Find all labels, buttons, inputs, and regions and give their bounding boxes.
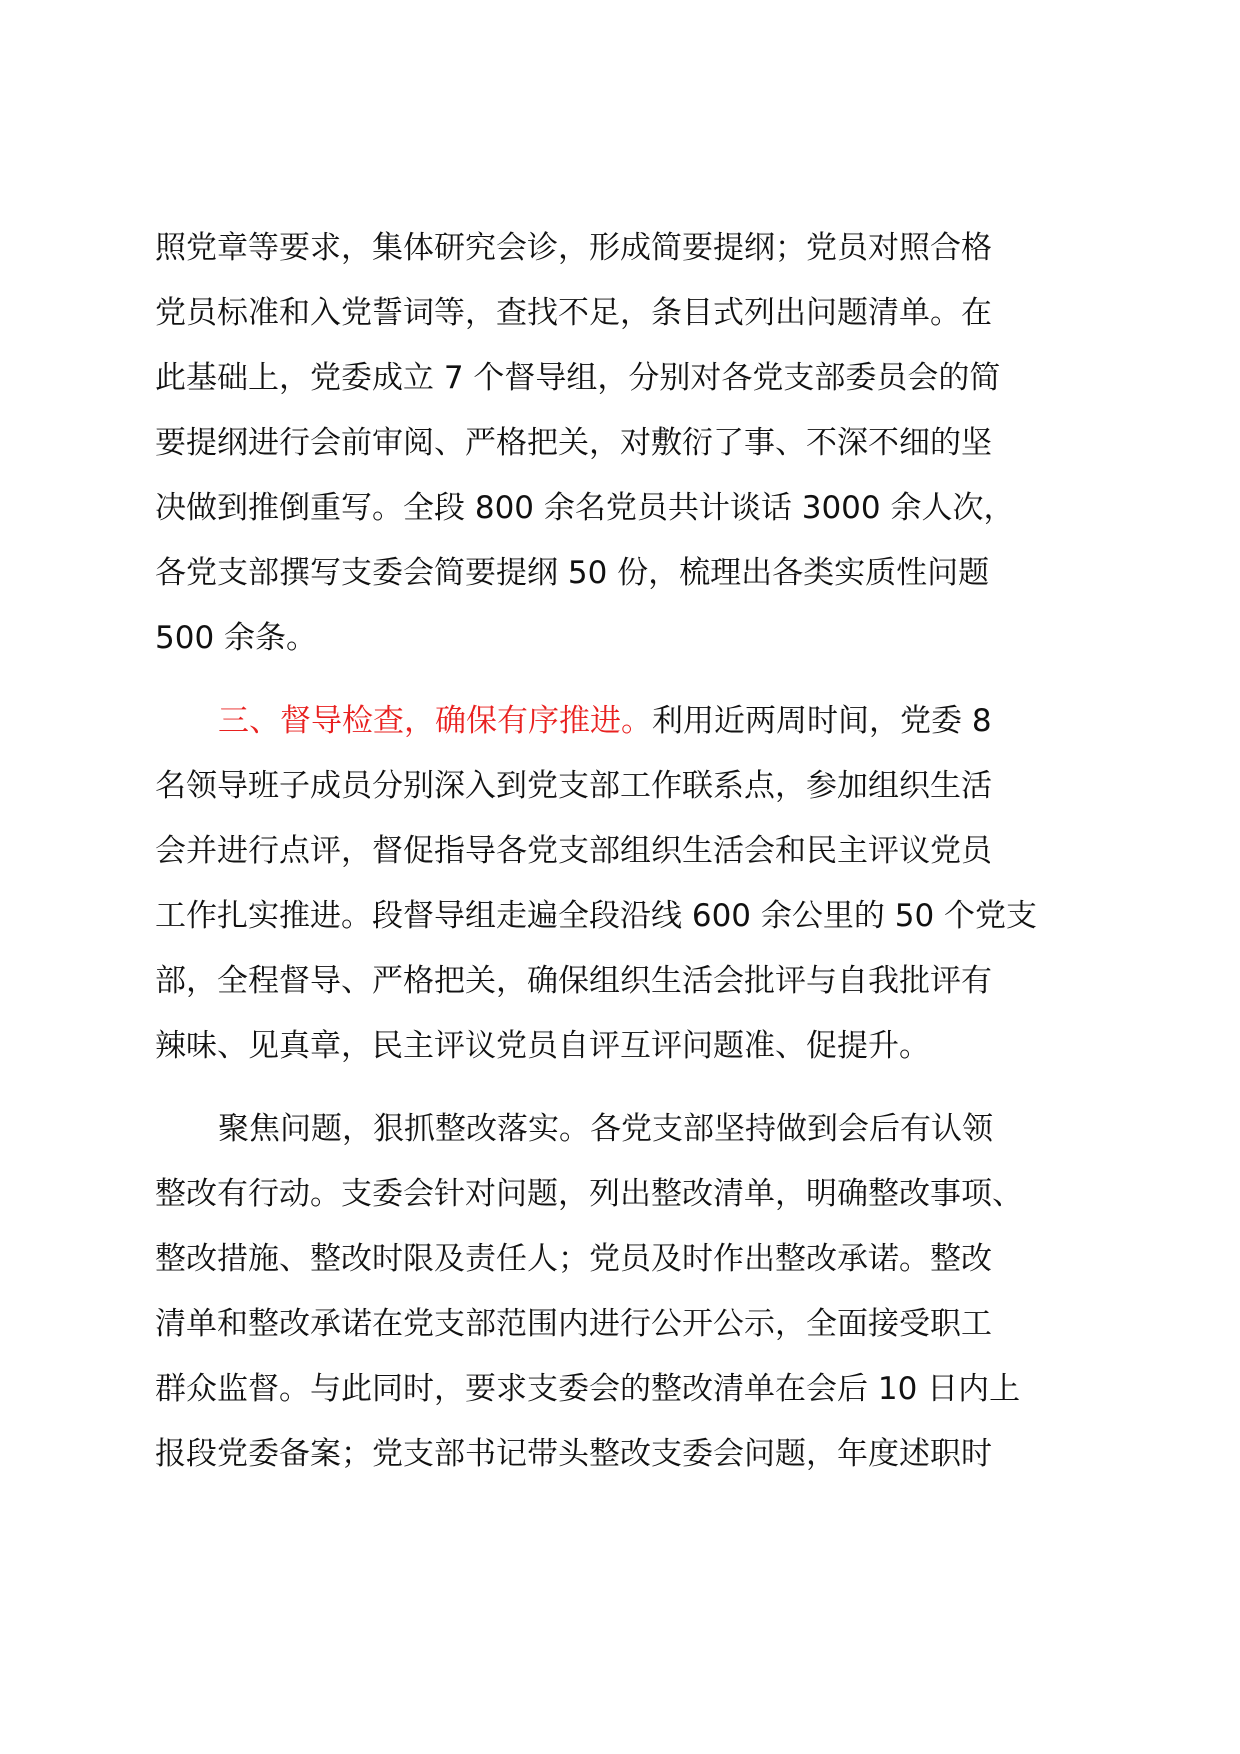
paragraph-1-line-4: 要提纲进行会前审阅、严格把关，对敷衍了事、不深不细的坚 [155, 425, 992, 461]
paragraph-2-line-1-text: 利用近两周时间，党委 8 [652, 703, 992, 739]
paragraph-2-line-5: 部，全程督导、严格把关，确保组织生活会批评与自我批评有 [155, 963, 992, 999]
paragraph-1-line-3: 此基础上，党委成立 7 个督导组，分别对各党支部委员会的简 [155, 360, 1001, 396]
paragraph-1-line-1: 照党章等要求，集体研究会诊，形成简要提纲；党员对照合格 [155, 230, 992, 266]
paragraph-2-line-6: 辣味、见真章，民主评议党员自评互评问题准、促提升。 [155, 1028, 930, 1064]
paragraph-2-line-2: 名领导班子成员分别深入到党支部工作联系点，参加组织生活 [155, 768, 992, 804]
paragraph-3-line-6: 报段党委备案；党支部书记带头整改支委会问题，年度述职时 [155, 1436, 992, 1472]
paragraph-2-line-4: 工作扎实推进。段督导组走遍全段沿线 600 余公里的 50 个党支 [155, 898, 1038, 934]
paragraph-1-line-5: 决做到推倒重写。全段 800 余名党员共计谈话 3000 余人次， [155, 490, 1015, 526]
paragraph-3-line-4: 清单和整改承诺在党支部范围内进行公开公示，全面接受职工 [155, 1306, 992, 1342]
section-heading: 三、督导检查，确保有序推进。 [218, 703, 652, 739]
paragraph-3-line-5: 群众监督。与此同时，要求支委会的整改清单在会后 10 日内上 [155, 1371, 1021, 1407]
paragraph-2-line-1 [218, 701, 1095, 741]
paragraph-1-line-2: 党员标准和入党誓词等，查找不足，条目式列出问题清单。在 [155, 295, 992, 331]
paragraph-3-line-3: 整改措施、整改时限及责任人；党员及时作出整改承诺。整改 [155, 1241, 992, 1277]
paragraph-2-line-3: 会并进行点评，督促指导各党支部组织生活会和民主评议党员 [155, 833, 992, 869]
paragraph-1-line-7: 500 余条。 [155, 620, 318, 656]
paragraph-1-line-6: 各党支部撰写支委会简要提纲 50 份，梳理出各类实质性问题 [155, 555, 990, 591]
paragraph-3-line-2: 整改有行动。支委会针对问题，列出整改清单，明确整改事项、 [155, 1176, 1023, 1212]
paragraph-3-line-1: 聚焦问题，狠抓整改落实。各党支部坚持做到会后有认领 [218, 1111, 993, 1147]
